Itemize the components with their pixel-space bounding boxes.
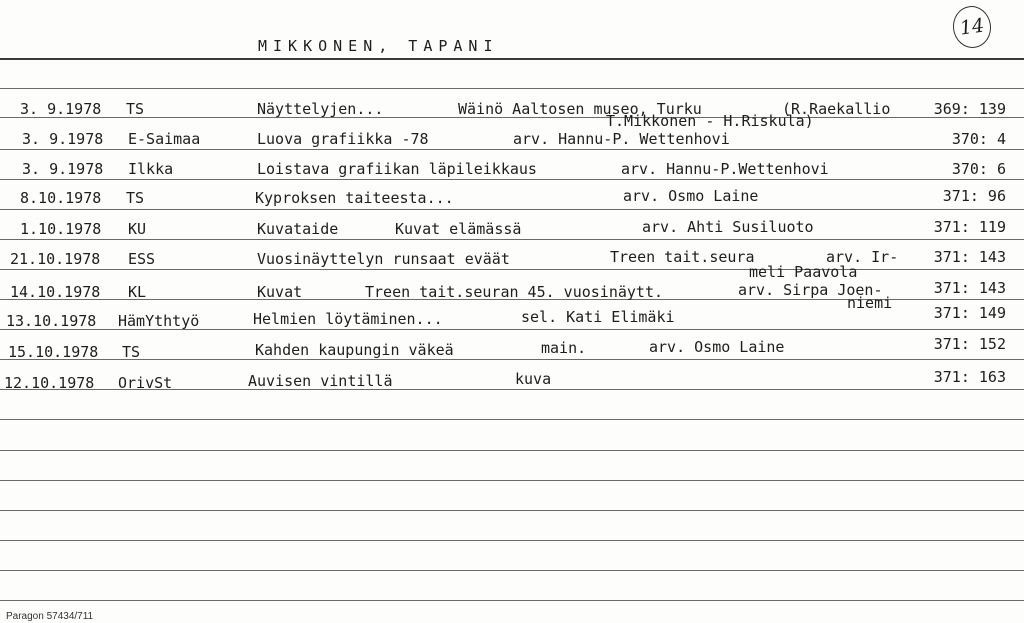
entry-ref: 370: 4 bbox=[951, 130, 1006, 148]
entry-title: Auvisen vintillä bbox=[248, 372, 393, 390]
entry-paper: E-Saimaa bbox=[128, 130, 201, 148]
ruled-line bbox=[0, 600, 1024, 601]
header-rule bbox=[0, 58, 1024, 60]
entry-paper: ESS bbox=[128, 250, 156, 268]
entry-detail: arv. Osmo Laine bbox=[623, 187, 759, 205]
card-number: 14 bbox=[958, 14, 986, 40]
card-number-circle bbox=[950, 4, 993, 51]
entry-ref: 369: 139 bbox=[933, 100, 1006, 118]
entry-note: arv. Sirpa Joen- bbox=[738, 281, 883, 299]
entry-date: 3. 9.1978 bbox=[22, 130, 104, 148]
ruled-line bbox=[0, 269, 1024, 270]
ruled-line bbox=[0, 570, 1024, 571]
entry-subtitle: Kuvat elämässä bbox=[395, 220, 522, 238]
entry-paper: TS bbox=[126, 100, 145, 118]
entry-detail: Treen tait.seuran 45. vuosinäytt. bbox=[365, 283, 664, 301]
entry-detail: sel. Kati Elimäki bbox=[521, 308, 675, 326]
entry-paper: TS bbox=[126, 189, 145, 207]
entry-title: Kyproksen taiteesta... bbox=[255, 189, 454, 207]
entry-title: Näyttelyjen... bbox=[257, 100, 384, 118]
entry-ref: 371: 119 bbox=[933, 218, 1006, 236]
ruled-line bbox=[0, 239, 1024, 240]
entry-ref: 371: 143 bbox=[933, 279, 1006, 297]
entry-note: (R.Raekallio bbox=[782, 100, 891, 118]
ruled-line bbox=[0, 149, 1024, 150]
entry-title: Luova grafiikka -78 bbox=[257, 130, 429, 148]
ruled-line bbox=[0, 88, 1024, 89]
person-name: MIKKONEN, TAPANI bbox=[258, 37, 499, 55]
entry-paper: OrivSt bbox=[118, 374, 173, 392]
entry-paper: Ilkka bbox=[128, 160, 174, 178]
entry-date: 15.10.1978 bbox=[8, 343, 99, 361]
entry-ref: 371: 143 bbox=[933, 248, 1006, 266]
entry-detail: kuva bbox=[515, 370, 552, 388]
entry-note: arv. Ir- bbox=[826, 248, 899, 266]
entry-ref: 371: 152 bbox=[933, 335, 1006, 353]
entry-title: Kahden kaupungin väkeä bbox=[255, 341, 454, 359]
entry-title: Vuosinäyttelyn runsaat eväät bbox=[257, 250, 510, 268]
ruled-line bbox=[0, 540, 1024, 541]
entry-detail: Treen tait.seura bbox=[610, 248, 755, 266]
entry-detail: arv. Ahti Susiluoto bbox=[642, 218, 814, 236]
entry-detail: Wäinö Aaltosen museo, Turku bbox=[458, 100, 702, 118]
ruled-line bbox=[0, 179, 1024, 180]
entry-ref: 371: 96 bbox=[942, 187, 1006, 205]
entry-title: Loistava grafiikan läpileikkaus bbox=[257, 160, 537, 178]
printer-mark: Paragon 57434/711 bbox=[6, 611, 94, 622]
entry-date: 3. 9.1978 bbox=[22, 160, 104, 178]
entry-subnote: T.Mikkonen - H.Riskula) bbox=[606, 112, 814, 130]
entry-title: Kuvat bbox=[257, 283, 303, 301]
entry-subnote: meli Paavola bbox=[749, 263, 858, 281]
ruled-line bbox=[0, 419, 1024, 420]
entry-date: 13.10.1978 bbox=[6, 312, 97, 330]
entry-paper: HämYthtyö bbox=[118, 312, 200, 330]
entry-date: 3. 9.1978 bbox=[20, 100, 102, 118]
entry-ref: 370: 6 bbox=[951, 160, 1006, 178]
entry-detail: arv. Osmo Laine bbox=[649, 338, 785, 356]
entry-detail: arv. Hannu-P.Wettenhovi bbox=[621, 160, 829, 178]
entry-subnote: niemi bbox=[847, 294, 893, 312]
entry-ref: 371: 163 bbox=[933, 368, 1006, 386]
entry-date: 14.10.1978 bbox=[10, 283, 101, 301]
entry-detail: arv. Hannu-P. Wettenhovi bbox=[513, 130, 730, 148]
ruled-line bbox=[0, 209, 1024, 210]
entry-date: 8.10.1978 bbox=[20, 189, 102, 207]
entry-paper: KU bbox=[128, 220, 147, 238]
ruled-line bbox=[0, 480, 1024, 481]
entry-subtitle: main. bbox=[541, 339, 587, 357]
entry-title: Helmien löytäminen... bbox=[253, 310, 443, 328]
entry-date: 21.10.1978 bbox=[10, 250, 101, 268]
ruled-line bbox=[0, 510, 1024, 511]
entry-paper: KL bbox=[128, 283, 147, 301]
entry-paper: TS bbox=[122, 343, 141, 361]
ruled-line bbox=[0, 450, 1024, 451]
ruled-line bbox=[0, 359, 1024, 360]
entry-ref: 371: 149 bbox=[933, 304, 1006, 322]
entry-date: 1.10.1978 bbox=[20, 220, 102, 238]
entry-title: Kuvataide bbox=[257, 220, 339, 238]
entry-date: 12.10.1978 bbox=[4, 374, 95, 392]
